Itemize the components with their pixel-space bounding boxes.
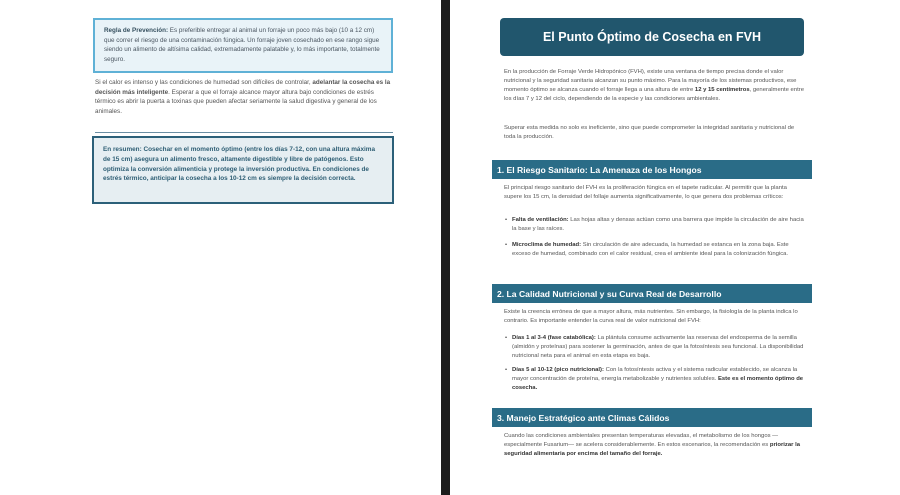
section-1-heading: 1. El Riesgo Sanitario: La Amenaza de los Hongos [492, 160, 812, 179]
section-3-heading: 3. Manejo Estratégico ante Climas Cálidos [492, 408, 812, 427]
prevention-label: Regla de Prevención: [104, 27, 169, 34]
section-2-heading: 2. La Calidad Nutricional y su Curva Real de Desarrollo [492, 284, 812, 303]
prevention-text: Es preferible entregar al animal un forraje un poco más bajo (10 a 12 cm) que correr el riesgo de una contaminación fúngica. Un forraje joven cosechado en ese rango sigue siendo un alimento de altísima calidad, extremadamente palatable y, lo más importante, totalmente seguro. [104, 27, 380, 63]
prevention-callout [93, 18, 393, 73]
intro-bold: 12 y 15 centímetros [694, 87, 750, 93]
intro-text: En la producción de Forraje Verde Hidropónico (FVH), existe una ventana de tiempo precisa donde el valor nutricional y la seguridad sanitaria alcanzan su punto máximo. Para la mayoría de los sistemas productivos, ese momento óptimo se alcanza cuando el forraje llega a una altura de entre [504, 69, 797, 93]
list-item [512, 366, 807, 393]
page-title: El Punto Óptimo de Cosecha en FVH [500, 18, 804, 56]
left-page [0, 0, 440, 495]
heat-paragraph-bold: adelantar la cosecha es la decisión más inteligente [95, 79, 391, 96]
bullet-text: La plántula consume activamente las reservas del endosperma de la semilla (almidón y proteínas) para sostener la germinación, antes de que la fotosíntesis sea funcional. La disponibilidad nutricional neta para el animal en esta etapa es baja. [512, 335, 804, 359]
heat-paragraph-text-2: . Esperar a que el forraje alcance mayor altura bajo condiciones de estrés térmico es abrir la puerta a toxinas que pueden afectar seriamente la salud digestiva y general de los animales. [95, 88, 377, 115]
bullet-text: Sin circulación de aire adecuada, la humedad se estanca en la zona baja. Este exceso de humedad, combinado con el calor residual, crea el ambiente ideal para la colonización fúngica. [512, 242, 789, 257]
heat-paragraph [95, 78, 393, 116]
bullet-label: Días 1 al 3-4 (fase catabólica): [512, 335, 596, 341]
intro-text-2: , generalmente entre los días 7 y 12 del ciclo, dependiendo de la especie y las condiciones ambientales. [504, 87, 804, 102]
list-item [512, 334, 807, 361]
list-item [512, 216, 807, 234]
section-3-text [504, 432, 806, 459]
section-3-bold: priorizar la seguridad alimentaria por encima del tamaño del forraje. [504, 442, 800, 457]
intro-paragraph [504, 68, 806, 104]
summary-callout [92, 136, 394, 204]
bullet-text: Las hojas altas y densas actúan como una barrera que impide la circulación de aire hacia la base y las raíces. [512, 217, 804, 232]
bullet-text: Con la fotosíntesis activa y el sistema radicular establecido, se alcanza la mayor concentración de proteína, energía metabolizable y nutrientes solubles. [512, 367, 798, 382]
bullet-emphasis: Este es el momento óptimo de cosecha. [512, 376, 804, 391]
heat-paragraph-text: Si el calor es intenso y las condiciones de humedad son difíciles de controlar, [95, 79, 313, 86]
right-page [452, 0, 900, 495]
intro-paragraph-2: Superar esta medida no solo es ineficiente, sino que puede comprometer la integridad sanitaria y nutricional de toda la producción. [504, 125, 795, 140]
bullet-label: Microclima de humedad: [512, 242, 582, 248]
bullet-label: Días 5 al 10-12 (pico nutricional): [512, 367, 604, 373]
list-item [512, 241, 807, 259]
bullet-label: Falta de ventilación: [512, 217, 569, 223]
section-1-text: El principal riesgo sanitario del FVH es la proliferación fúngica en el tapete radicular. Al permitir que la planta supere los 15 cm, la densidad del follaje aumenta significativamente, lo que genera dos problemas críticos: [504, 185, 787, 200]
section-2-text: Existe la creencia errónea de que a mayor altura, más nutrientes. Sin embargo, la fisiología de la planta indica lo contrario. Es importante entender la curva real de valor nutricional del FVH: [504, 309, 798, 324]
section-3-text-1: Cuando las condiciones ambientales presentan temperaturas elevadas, el metabolismo de los hongos —especialmente Fusarium— se acelera considerablemente. En estos escenarios, la recomendación es [504, 433, 779, 448]
divider-rule [95, 132, 393, 133]
page-divider [441, 0, 450, 495]
summary-text: En resumen: Cosechar en el momento óptimo (entre los días 7-12, con una altura máxima de 15 cm) asegura un alimento fresco, altamente digestible y libre de patógenos. Esto optimiza la conversión alimenticia y protege la inversión productiva. En condiciones de estrés térmico, anticipar la cosecha a los 10-12 cm es siempre la decisión correcta. [103, 146, 376, 183]
